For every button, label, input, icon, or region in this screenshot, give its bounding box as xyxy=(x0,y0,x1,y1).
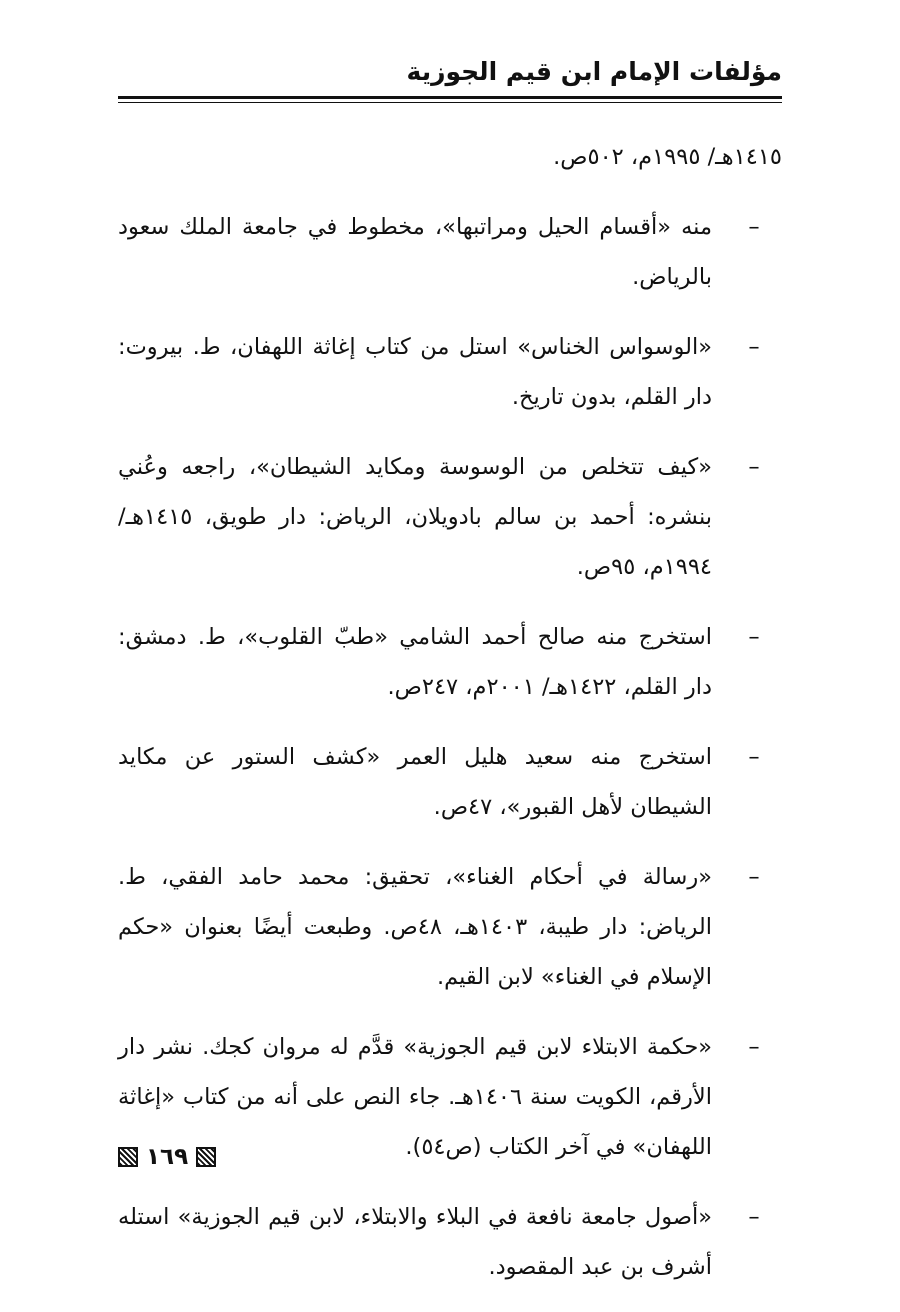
entry-dash: – xyxy=(748,744,760,770)
entry-text: منه «أقسام الحيل ومراتبها»، مخطوط في جامعة الملك سعود بالرياض. xyxy=(118,214,712,290)
entry-dash: – xyxy=(748,454,760,480)
entry-dash: – xyxy=(748,214,760,240)
bibliography-entry xyxy=(118,202,782,302)
entry-dash: – xyxy=(748,624,760,650)
bibliography-entry xyxy=(118,442,782,592)
entry-dash: – xyxy=(748,334,760,360)
entry-dash: – xyxy=(748,1204,760,1230)
bibliography-entry xyxy=(118,732,782,832)
ornament-square-icon xyxy=(196,1147,216,1167)
bibliography-entry xyxy=(118,612,782,712)
bibliography-entry xyxy=(118,852,782,1002)
entry-text: استخرج منه سعيد هليل العمر «كشف الستور عن مكايد الشيطان لأهل القبور»، ٤٧ص. xyxy=(118,744,712,820)
page-number-footer xyxy=(118,1142,216,1172)
header-rule-thin xyxy=(118,102,782,103)
entry-text: «رسالة في أحكام الغناء»، تحقيق: محمد حامد الفقي، ط. الرياض: دار طيبة، ١٤٠٣هـ، ٤٨ص. وطبعت أيضًا بعنوان «حكم الإسلام في الغناء» لابن القيم. xyxy=(118,864,713,990)
running-header: مؤلفات الإمام ابن قيم الجوزية xyxy=(406,57,782,86)
entry-text: «الوسواس الخناس» استل من كتاب إغاثة اللهفان، ط. بيروت: دار القلم، بدون تاريخ. xyxy=(118,334,712,410)
bibliography-entry xyxy=(118,1022,782,1172)
page-body xyxy=(118,132,782,1312)
entry-dash: – xyxy=(748,864,760,890)
entry-dash: – xyxy=(748,1034,760,1060)
header-rule-thick xyxy=(118,96,782,99)
entry-text: «كيف تتخلص من الوسوسة ومكايد الشيطان»، راجعه وعُني بنشره: أحمد بن سالم بادويلان، الرياض: دار طويق، ١٤١٥هـ/ ١٩٩٤م، ٩٥ص. xyxy=(118,454,712,580)
page-number: ١٦٩ xyxy=(146,1144,189,1170)
bibliography-entry xyxy=(118,322,782,422)
entry-text: استخرج منه صالح أحمد الشامي «طبّ القلوب»، ط. دمشق: دار القلم، ١٤٢٢هـ/ ٢٠٠١م، ٢٤٧ص. xyxy=(118,624,712,700)
continuation-line: ١٤١٥هـ/ ١٩٩٥م، ٥٠٢ص. xyxy=(553,144,782,170)
ornament-square-icon xyxy=(118,1147,138,1167)
bibliography-entry xyxy=(118,1192,782,1292)
entry-text: «أصول جامعة نافعة في البلاء والابتلاء، لابن قيم الجوزية» استله أشرف بن عبد المقصود. xyxy=(118,1204,712,1280)
entry-text: «حكمة الابتلاء لابن قيم الجوزية» قدَّم له مروان كجك. نشر دار الأرقم، الكويت سنة ١٤٠٦هـ. جاء النص على أنه من كتاب «إغاثة اللهفان» في آخر الكتاب (ص٥٤). xyxy=(118,1034,712,1160)
